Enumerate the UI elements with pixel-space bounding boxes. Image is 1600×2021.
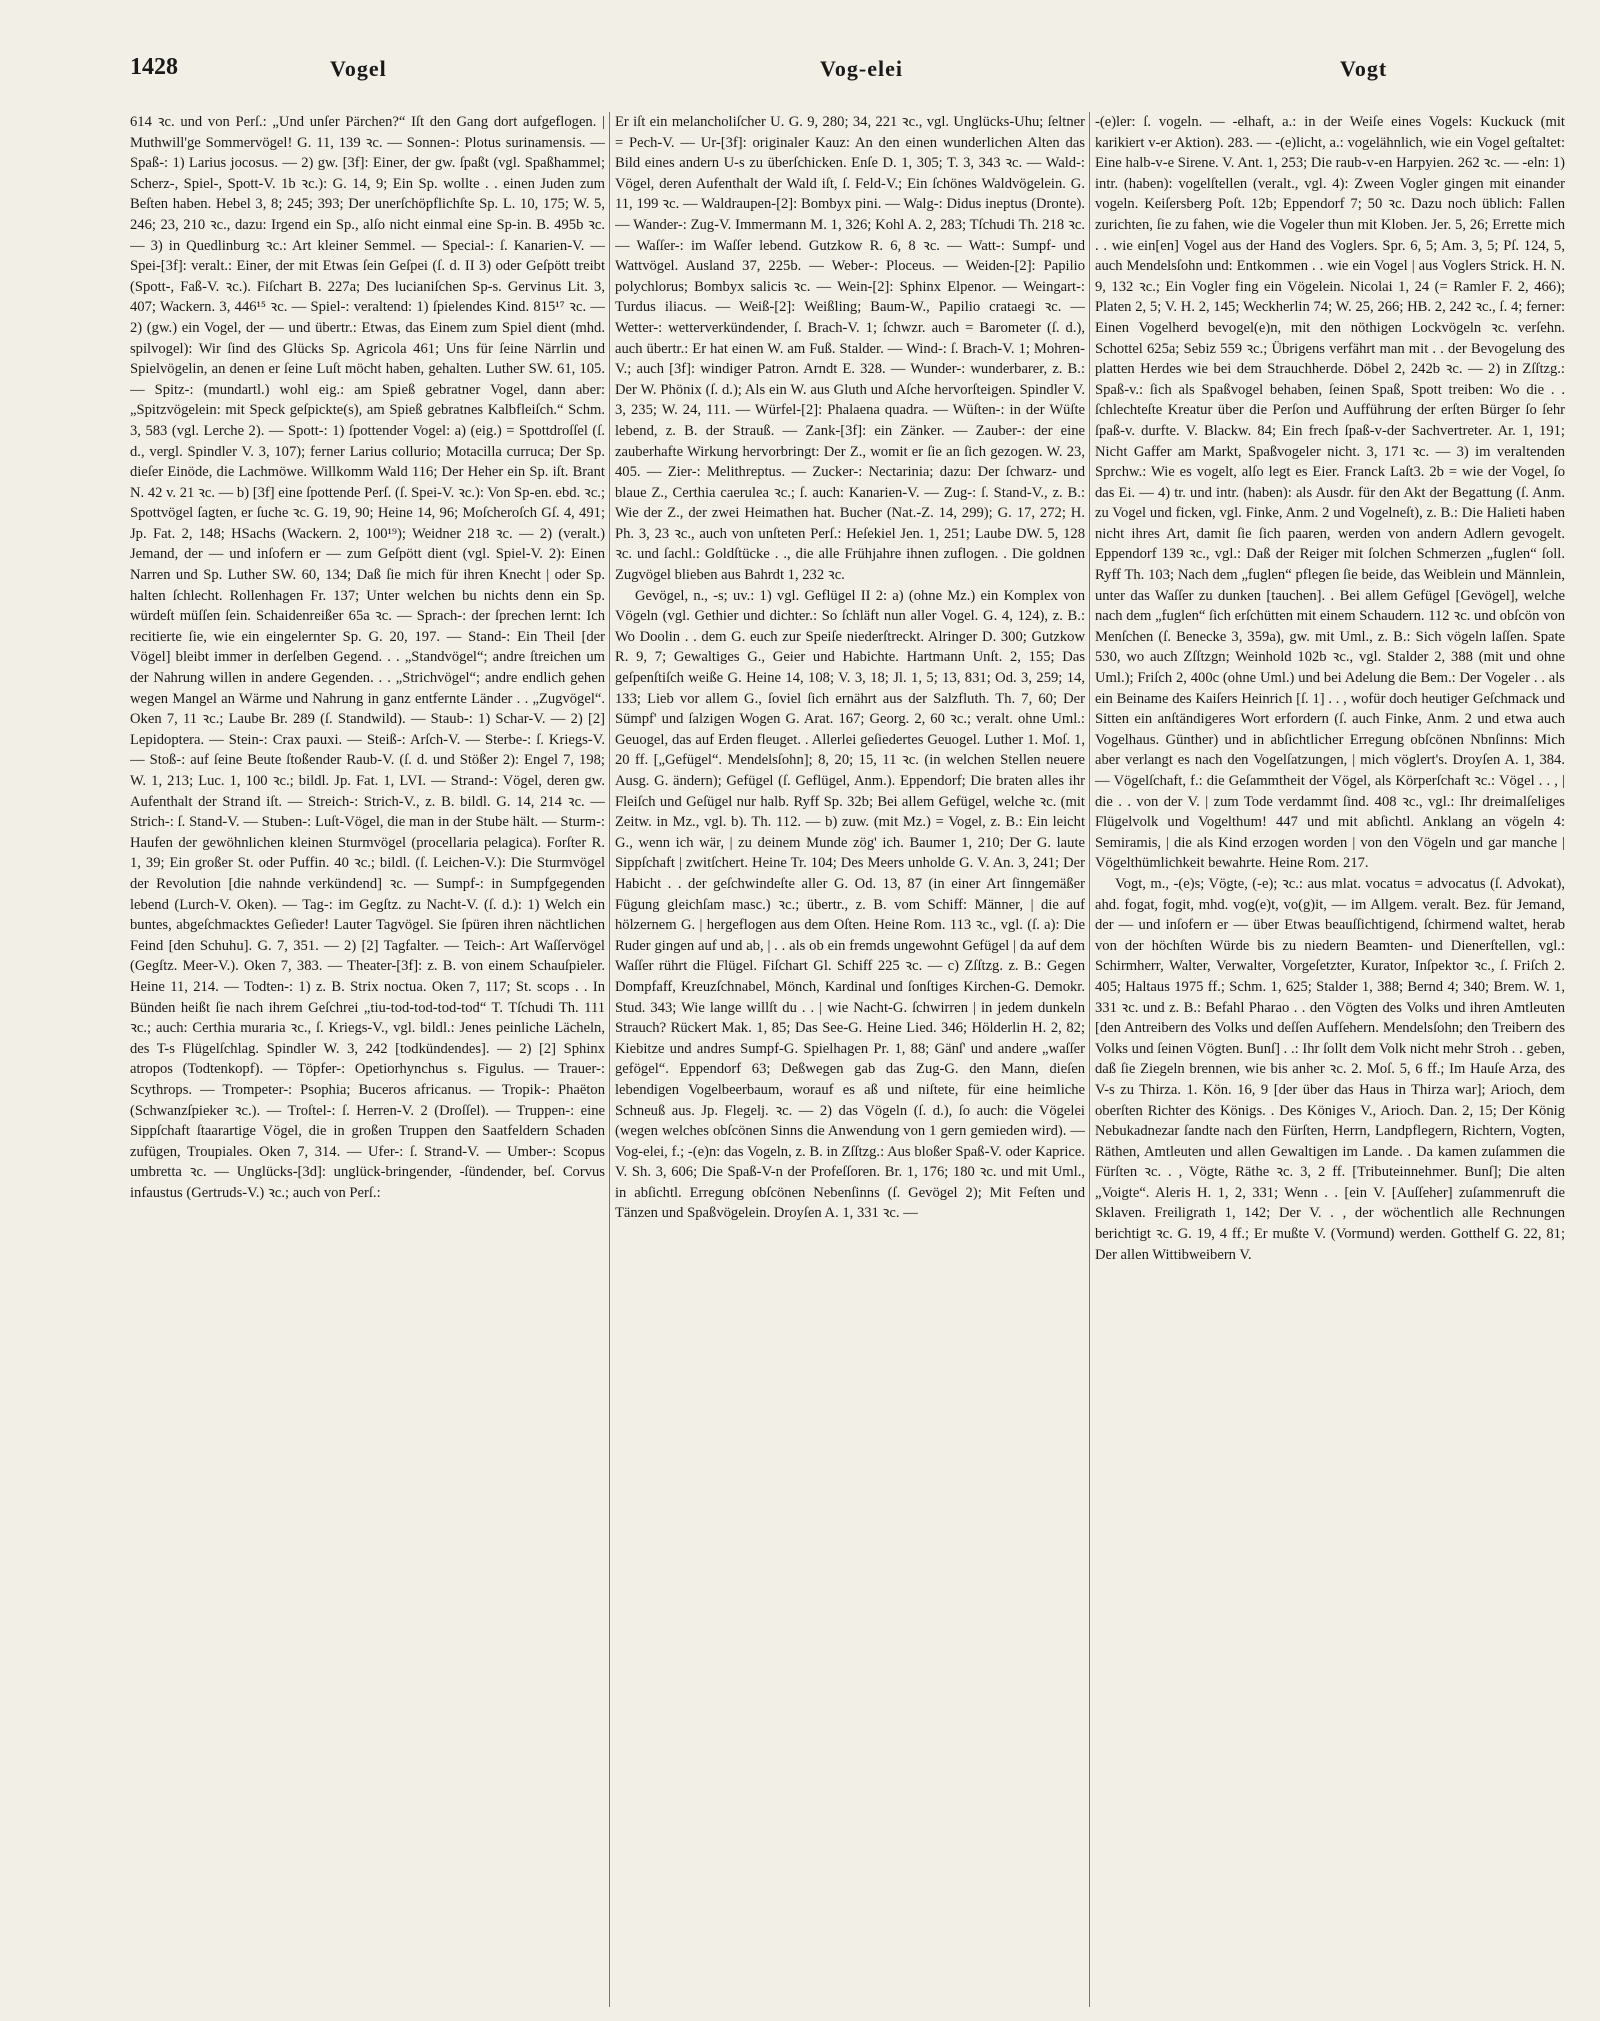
column-left bbox=[130, 112, 605, 2007]
page-header bbox=[130, 54, 1600, 96]
page-number: 1428 bbox=[130, 54, 178, 80]
header-right-catchword: Vogt bbox=[1340, 56, 1388, 81]
header-left-catchword: Vogel bbox=[330, 56, 387, 81]
entry-paragraph: Er iſt ein melancholiſcher U. G. 9, 280; 34, 221 ꝛc., vgl. Unglücks-Uhu; ſeltner = Pech-V. — Ur-[3f]: originaler Kauz: An den einen wunderlichen Alten das Bild eines andern U-s zu überſchicken. Enſe D. 1, 305; T. 3, 343 ꝛc. — Wald-: Vögel, deren Aufenthalt der Wald iſt, ſ. Feld-V.; Ein ſchönes Waldvögelein. G. 11, 199 ꝛc. — Waldraupen-[2]: Bombyx pini. — Walg-: Didus ineptus (Dronte). — Wander-: Zug-V. Immermann M. 1, 326; Kohl A. 2, 283; Tſchudi Th. 218 ꝛc. — Waſſer-: im Waſſer lebend. Gutzkow R. 6, 8 ꝛc. — Watt-: Sumpf- und Wattvögel. Ausland 37, 225b. — Weber-: Ploceus. — Weiden-[2]: Papilio polychlorus; Bombyx salicis ꝛc. — Wein-[2]: Sphinx Elpenor. — Weingart-: Turdus iliacus. — Weiß-[2]: Weißling; Baum-W., Papilio crataegi ꝛc. — Wetter-: wetterverkündender, ſ. Brach-V. 1; ſchwzr. auch = Barometer (ſ. d.), auch übertr.: Er hat einen W. am Fuß. Stalder. — Wind-: ſ. Brach-V. 1; Mohren-V.; auch [3f]: windiger Patron. Arndt E. 328. — Wunder-: wunderbarer, z. B.: Der W. Phönix (ſ. d.); Als ein W. aus Gluth und Aſche hervorſteigen. Spindler V. 3, 235; W. 24, 111. — Würfel-[2]: Phalaena quadra. — Wüſten-: in der Wüſte lebend, z. B. der Strauß. — Zank-[3f]: ein Zänker. — Zauber-: der eine zauberhafte Wirkung hervorbringt: Der Z., womit er ſie an ſich gezogen. W. 23, 405. — Zier-: Melithreptus. — Zucker-: Nectarinia; dazu: Der ſchwarz- und blaue Z., Certhia caerulea ꝛc.; ſ. auch: Kanarien-V. — Zug-: ſ. Stand-V., z. B.: Wie der Z., der zwei Heimathen hat. Bucher (Nat.-Z. 14, 299); G. 17, 272; H. Ph. 3, 23 ꝛc., auch von unſteten Perſ.: Heſekiel Jen. 1, 251; Laube DW. 5, 128 ꝛc. und ſachl.: Goldſtücke . ., die alle Frühjahre ihnen zuflogen. . Die goldnen Zugvögel blieben aus Bahrdt 1, 232 ꝛc. bbox=[615, 114, 1085, 584]
column-left-text: 614 ꝛc. und von Perſ.: „Und unſer Pärchen?“ Iſt den Gang dort aufgeflogen. | Muthwill'ge Sommervögel! G. 11, 139 ꝛc. — Sonnen-: Plotus surinamensis. — Spaß-: 1) Larius jocosus. — 2) gw. [3f]: Einer, der gw. ſpaßt (vgl. Spaßhammel; Scherz-, Spiel-, Spott-V. 1b ꝛc.): G. 14, 9; Ein Sp. wollte . . einen Juden zum Beſten haben. Hebel 3, 8; 245; 393; Der unerſchöpflichſte Sp. L. 10, 175; W. 5, 246; 23, 210 ꝛc., dazu: Irgend ein Sp., alſo nicht einmal eine Sp-in. B. 495b ꝛc. — 3) in Quedlinburg ꝛc.: Art kleiner Semmel. — Special-: ſ. Kanarien-V. — Spei-[3f]: veralt.: Einer, der mit Etwas ſein Geſpei (ſ. d. II 3) oder Geſpött treibt (Spott-, Faß-V. ꝛc.). Fiſchart B. 227a; Des lucianiſchen Sp-s. Gervinus Lit. 3, 407; Wackern. 3, 446¹⁵ ꝛc. — Spiel-: veraltend: 1) ſpielendes Kind. 815¹⁷ ꝛc. — 2) (gw.) ein Vogel, der — und übertr.: Etwas, das Einem zum Spiel dient (mhd. spilvogel): Wir ſind des Glücks Sp. Agricola 461; Uns für ſeine Närrlin und Spielvögelin, an denen er ſeine Luſt möcht haben, gehalten. Luther SW. 61, 105. — Spitz-: (mundartl.) wohl eig.: am Spieß gebratner Vogel, dann aber: „Spitzvögelein: mit Speck geſpickte(s), am Spieß gebratnes Kalbfleiſch.“ Schm. 3, 583 (vgl. Lerche 2). — Spott-: 1) ſpottender Vogel: a) (eig.) = Spottdroſſel (ſ. d., vergl. Spindler V. 3, 107); ferner Larius collurio; Motacilla curruca; Der Sp. dieſer Einöde, die Lachmöwe. Willkomm Wald 116; Der Heher ein Sp. iſt. Brant N. 42 v. 21 ꝛc. — b) [3f] eine ſpottende Perſ. (ſ. Spei-V. ꝛc.): Von Sp-en. ebd. ꝛc.; Spottvögel ſagten, er ſuche ꝛc. G. 19, 90; Heine 14, 96; Moſcheroſch Gſ. 4, 491; Jp. Fat. 2, 148; HSachs (Wackern. 2, 100¹⁹); Weidner 218 ꝛc. — 2) (veralt.) Jemand, der — und inſofern er — zum Geſpött dient (vgl. Spiel-V. 2): Einen Narren und Sp. Luther SW. 60, 134; Daß ſie mich für ihren Knecht | oder Sp. halten ſchlecht. Rollenhagen Fr. 137; Unter welchen bu nichts denn ein Sp. würdeſt müſſen ſein. Schaidenreißer 65a ꝛc. — Sprach-: der ſprechen lernt: Ich recitierte ſie, wie ein eingelernter Sp. G. 20, 197. — Stand-: Ein Theil [der Vögel] bleibt immer in derſelben Gegend. . . „Standvögel“; andre ſtreichen um der Nahrung willen in andere Gegenden. . . „Strichvögel“; andre endlich gehen wegen Mangel an Wärme und Nahrung in ganz entfernte Länder . . „Zugvögel“. Oken 7, 11 ꝛc.; Laube Br. 289 (ſ. Standwild). — Staub-: 1) Schar-V. — 2) [2] Lepidoptera. — Stein-: Crax pauxi. — Steiß-: Arſch-V. — Sterbe-: ſ. Kriegs-V. — Stoß-: auf ſeine Beute ſtoßender Raub-V. (ſ. d. und Stößer 2): Engel 7, 198; W. 1, 213; Luc. 1, 100 ꝛc.; bildl. Jp. Fat. 1, LVI. — Strand-: Vögel, deren gw. Aufenthalt der Strand iſt. — Streich-: Strich-V., z. B. bildl. G. 14, 214 ꝛc. — Strich-: ſ. Stand-V. — Stuben-: Luſt-Vögel, die man in der Stube hält. — Sturm-: Haufen der gewöhnlichen kleinen Sturmvögel (procellaria pelagica). Forſter R. 1, 39; Ein großer St. oder Puffin. 40 ꝛc.; bildl. (ſ. Leichen-V.): Die Sturmvögel der Revolution [die nahnde verkündend] ꝛc. — Sumpf-: in Sumpfgegenden lebend (Lurch-V. Oken). — Tag-: im Gegſtz. zu Nacht-V. (ſ. d.): 1) Welch ein buntes, abgeſchmacktes Geſieder! Lauter Tagvögel. Sie ſpüren ihren nächtlichen Feind [den Schuhu]. G. 7, 351. — 2) [2] Tagfalter. — Teich-: Art Waſſervögel (Gegſtz. Meer-V.). Oken 7, 383. — Theater-[3f]: z. B. von einem Schauſpieler. Heine 11, 214. — Todten-: 1) z. B. Strix noctua. Oken 7, 117; St. scops . . In Bünden heißt ſie nach ihrem Geſchrei „tiu-tod-tod-tod-tod“ T. Tſchudi Th. 111 ꝛc.; auch: Certhia muraria ꝛc., ſ. Kriegs-V., vgl. bildl.: Jenes peinliche Lächeln, des T-s Flügelſchlag. Spindler W. 3, 242 [todkündendes]. — 2) [2] Sphinx atropos (Todtenkopf). — Töpfer-: Opetiorhynchus s. Figulus. — Trauer-: Scythrops. — Trompeter-: Psophia; Buceros africanus. — Tropik-: Phaëton (Schwanzſpieker ꝛc.). — Troſtel-: ſ. Herren-V. 2 (Droſſel). — Truppen-: eine Sippſchaft ſtaarartige Vögel, die in großen Truppen den Saatfeldern Schaden zufügen, Troupiales. Oken 7, 314. — Ufer-: ſ. Strand-V. — Umber-: Scopus umbretta ꝛc. — Unglücks-[3d]: unglück-bringender, -ſündender, beſ. Corvus infaustus (Gertruds-V.) ꝛc.; auch von Perſ.: bbox=[130, 114, 605, 1201]
header-center-catchword: Vog-elei bbox=[820, 56, 903, 81]
column-middle bbox=[615, 112, 1085, 2007]
column-divider-2 bbox=[1089, 112, 1090, 2007]
column-middle-text bbox=[615, 112, 1085, 1224]
entry-paragraph: -(e)ler: ſ. vogeln. — -elhaft, a.: in der Weiſe eines Vogels: Kuckuck (mit karikiert v-er Aktion). 283. — -(e)licht, a.: vogelähnlich, wie ein Vogel geſtaltet: Eine halb-v-e Sirene. V. Ant. 1, 253; Die raub-v-en Harpyien. 262 ꝛc. — -eln: 1) intr. (haben): vogelſtellen (veralt., vgl. 4): Zween Vogler gingen mit einander vogeln. Keiſersberg Poſt. 12b; Eppendorf 7; 50 ꝛc. Dazu noch üblich: Fallen zurichten, ſie zu fahen, wie die Vogeler thun mit Kloben. Jer. 5, 26; Errette mich . . wie ein[en] Vogel aus der Hand des Voglers. Spr. 6, 5; Am. 3, 5; Pſ. 124, 5, auch Mendelsſohn und: Entkommen . . wie ein Vogel | aus Voglers Strick. H. N. 9, 132 ꝛc.; Ein Vogler fing ein Vögelein. Nicolai 1, 24 (= Ramler F. 2, 466); Platen 2, 5; V. H. 2, 145; Weckherlin 74; W. 25, 266; HB. 2, 242 ꝛc., ſ. 4; ferner: Einen Vogelherd bevogel(e)n, mit den nöthigen Lockvögeln ꝛc. verſehn. Schottel 625a; Sebiz 559 ꝛc.; Übrigens verfährt man mit . . der Bevogelung des platten Herdes wie bei dem Strauchherde. Döbel 2, 242b ꝛc. — 2) in Zſſtzg.: Spaß-v.: ſich als Spaßvogel behaben, ſeinen Spaß, Spott treiben: Wo die . . ſchlechteſte Kreatur über die Perſon und Aufführung der erſten Bürger ſo ſehr ſpaß-v. durfte. V. Blackw. 84; Ein frech ſpaß-v-der Sachvertreter. Ar. 1, 191; Nicht Gaffer am Markt, Spaßvogeler nicht. 3, 171 ꝛc. — 3) im veraltenden Sprchw.: Wie es vogelt, alſo legt es Eier. Franck Laſt3. 2b = wie der Vogel, ſo das Ei. — 4) tr. und intr. (haben): als Ausdr. für den Akt der Begattung (ſ. Anm. zu Vogel und ficken, vgl. Finke, Anm. 2 und Vogelneſt), z. B.: Die Halieti haben nicht ihres Art, damit ſie ſich paaren, werden von andern Adlern gevogelt. Eppendorf 139 ꝛc., vgl.: Daß der Reiger mit ſolchen Schmerzen „fuglen“ ſoll. Ryff Th. 103; Nach dem „fuglen“ pflegen ſie beide, das Weiblein und Männlein, unter das Waſſer zu dunken [tauchen]. . Bei allem Gefügel [Gevögel], welche nach dem „fuglen“ ſich erſchütten mit einem Schaudern. 112 ꝛc. und obſcön von Menſchen (ſ. Benecke 3, 359a), gw. mit Uml., z. B.: Sich vögeln laſſen. Spate 530, wo auch Zſſtzgn; Weinhold 102b ꝛc., vgl. Stalder 2, 388 (mit und ohne Uml.); Friſch 2, 400c (ohne Uml.) und bei Adelung die Bem.: Der Vogeler . . als ein Beiname des Kaiſers Heinrich [ſ. 1] . . , wofür doch heutiger Geſchmack und Sitten ein anſtändigeres Wort erfordern (ſ. auch Finke, Anm. 2 und etwa auch Vogelhaus. Günther) und in abſichtlicher Erregung obſcönen Nbnſinns: Mich aber verlangt es nach den Vogelſatzungen, | mich vöglert's. Droyſen A. 1, 384. — Vögelſchaft, f.: die Geſammtheit der Vögel, als Körperſchaft ꝛc.: Vögel . . , | die . . von der V. | zum Tode verdammt ſind. 408 ꝛc., vgl.: Ihr dreimalſeliges Flügelvolk und Vogelthum! 447 und mit abſichtl. Anklang an vögeln 4: Semiramis, | die als Kind erzogen worden | von den Vögeln und gar manche | Vögelthümlichkeit bewahrte. Heine Rom. 217. bbox=[1095, 114, 1565, 872]
column-divider-1 bbox=[609, 112, 610, 2007]
entry-paragraph: Vogt, m., -(e)s; Vögte, (-e); ꝛc.: aus mlat. vocatus = advocatus (ſ. Advokat), ahd. fogat, fogit, mhd. vog(e)t, vo(g)it, — im Allgem. veralt. Bez. für Jemand, der — und inſofern er — über Etwas beauſſichtigend, ſchirmend waltet, herab von der höchſten Würde bis zu niedern Beamten- und Dienerſtellen, vgl.: Schirmherr, Walter, Verwalter, Vorgeſetzter, Kurator, Inſpektor ꝛc., ſ. Friſch 2. 405; Haltaus 1975 ff.; Schm. 1, 625; Stalder 1, 388; Bernd 4; 340; Brem. W. 1, 331 ꝛc. und z. B.: Befahl Pharao . . den Vögten des Volks und ihren Amtleuten [den Antreibern des Volks und deſſen Aufſehern. Mendelsſohn; den Treibern des Volks und ſeinen Vögten. Bunſ] . .: Ihr ſollt dem Volk nicht mehr Stroh . . geben, daß ſie Ziegeln brennen, wie bis anher ꝛc. 2. Moſ. 5, 6 ff.; Im Hauſe Arza, des V-s zu Thirza. 1. Kön. 16, 9 [der über das Haus in Thirza war]; Arioch, dem oberſten Richter des Königs. . Des Königes V., Arioch. Dan. 2, 15; Der König Nebukadnezar ſandte nach den Fürſten, Herrn, Landpflegern, Richtern, Vogten, Räthen, Amtleuten und allen Gewaltigen im Lande. . Da kamen zuſammen die Fürſten ꝛc. . , Vögte, Räthe ꝛc. 3, 2 ff. [Tributeinnehmer. Bunſ]; Die alten „Voigte“. Aleris H. 1, 2, 331; Wenn . . [ein V. [Auſſeher] zuſammenruft die Sklaven. Freiligrath 1, 142; Der V. . , der wöchentlich alle Rechnungen berichtigt ꝛc. G. 19, 4 ff.; Er mußte V. (Vormund) werden. Gotthelf G. 22, 81; Der allen Wittibweibern V. bbox=[1095, 875, 1565, 1263]
entry-paragraph: Gevögel, n., -s; uv.: 1) vgl. Geflügel II 2: a) (ohne Mz.) ein Komplex von Vögeln (vgl. Gethier und dichter.: So ſchläft nun aller Vogel. G. 4, 124), z. B.: Wo Doolin . . dem G. euch zur Speiſe niederſtreckt. Alringer D. 300; Gutzkow R. 9, 7; Gewaltiges G., Geier und Habichte. Hartmann Unſt. 2, 155; Das geſpenſtiſch weiße G. Heine 14, 108; V. 3, 18; Jl. 1, 5; 13, 831; Od. 3, 259; 14, 133; Lieb vor allem G., ſoviel ſich ernährt aus der Salzfluth. Th. 7, 60; Der Sümpf' und ſalzigen Wogen G. Arat. 167; Georg. 2, 60 ꝛc.; veralt. ohne Uml.: Geuogel, das auf Erden fleuget. . Allerlei geſiedertes Geuogel. Luther 1. Moſ. 1, 20 ff. [„Gefügel“. Mendelsſohn]; 8, 20; 15, 11 ꝛc. (in welchen Stellen neuere Ausg. G. ändern); Gefügel (ſ. Geflügel, Anm.). Eppendorf; Die braten alles ihr Fleiſch und Geſügel nur halb. Ryff Sp. 32b; Bei allem Gefügel, welche ꝛc. (mit Zeitw. in Mz., vgl. b). Th. 112. — b) zuw. (mit Mz.) = Vogel, z. B.: Ein leicht G., wenn ich wär, | zu deinem Munde zög' ich. Baumer 1, 210; Der G. laute Sippſchaft | zwitſchert. Heine Tr. 104; Des Meers unholde G. V. An. 3, 241; Der Habicht . . der geſchwindeſte aller G. Od. 13, 87 (in einer Art ſinngemäßer Fügung gleichſam masc.) ꝛc.; übertr., z. B. vom Schiff: Männer, | die auf hölzernem G. | hergeflogen aus dem Oſten. Heine Rom. 113 ꝛc., vgl. (ſ. a): Die Ruder gingen auf und ab, | . . als ob ein fremds ungewohnt Gefügel | da auf dem Waſſer rührt die Flügel. Fiſchart Gl. Schiff 225 ꝛc. — c) Zſſtzg. z. B.: Gegen Dompfaff, Kreuzſchnabel, Mönch, Kardinal und ſonſtiges Kirchen-G. Demokr. Stud. 343; Wie lange willſt du . . | wie Nacht-G. ſchwirren | in jedem dunkeln Strauch? Rückert Mak. 1, 85; Das See-G. Heine Lied. 346; Hölderlin H. 2, 82; Kiebitze und andres Sumpf-G. Spielhagen Pr. 1, 88; Gänſ' und andere „waſſer gefögel“. Eppendorf 63; Deßwegen gab das Zug-G. den Mann, dieſen lebendigen Vogelbeerbaum, worauf es aß und niſtete, für eine heimliche Schneuß aus. Jp. Flegelj. ꝛc. — 2) das Vögeln (ſ. d.), ſo auch: die Vögelei (wegen welches obſcönen Sinns die Anwendung von 1 gern gemieden wird). — Vog-elei, f.; -(e)n: das Vogeln, z. B. in Zſſtzg.: Aus bloßer Spaß-V. oder Kaprice. V. Sh. 3, 606; Die Spaß-V-n der Profeſſoren. Br. 1, 176; 180 ꝛc. und mit Uml., in abſichtl. Erregung obſcönen Nebenſinns (ſ. Gevögel 2); Mit Feſten und Tänzen und Spaßvögelein. Droyſen A. 1, 331 ꝛc. — bbox=[615, 587, 1085, 1222]
column-right bbox=[1095, 112, 1565, 2007]
column-right-text bbox=[1095, 112, 1565, 1265]
